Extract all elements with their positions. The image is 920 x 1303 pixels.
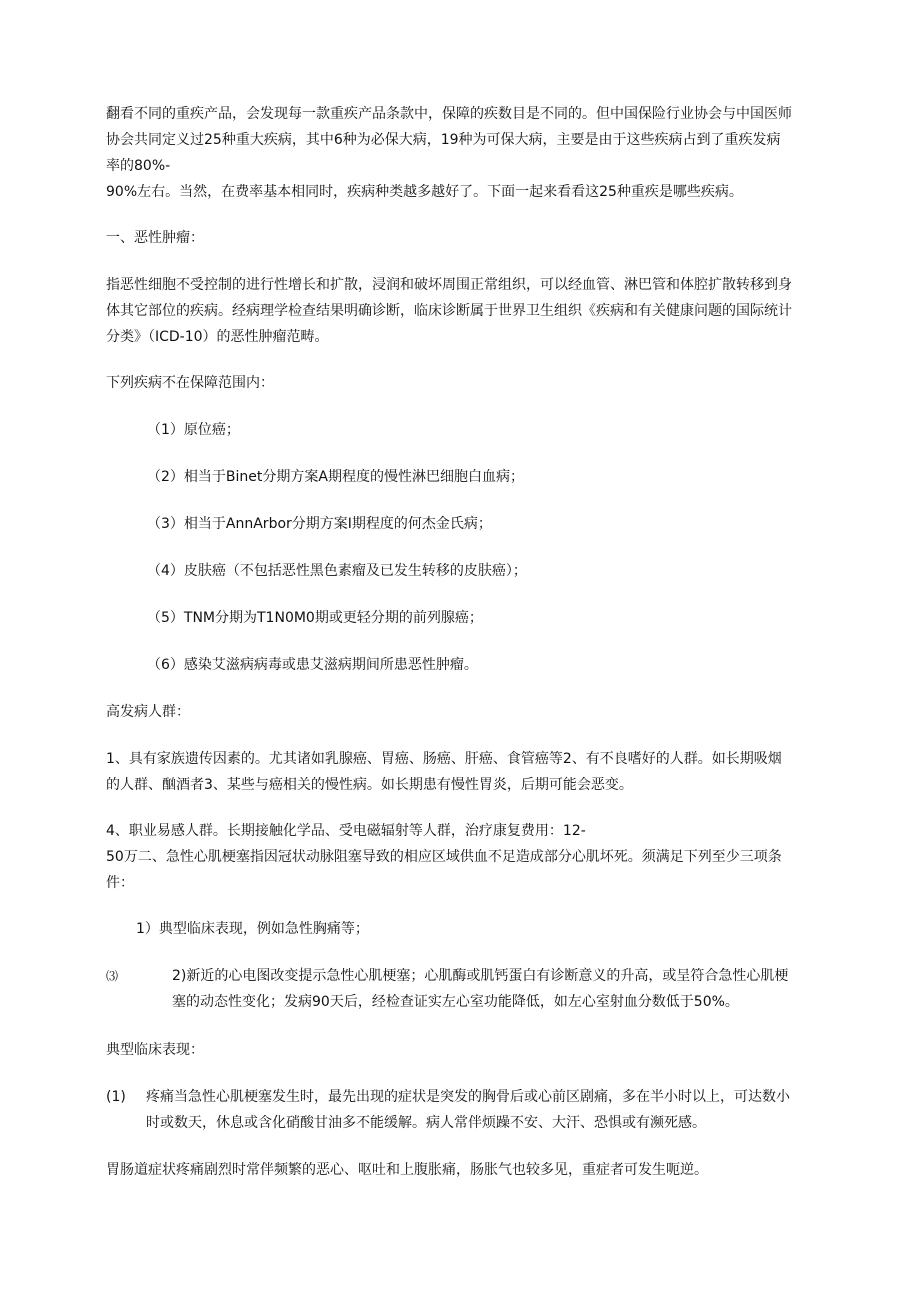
mi-condition-1: 1）典型临床表现，例如急性胸痛等； [136, 921, 369, 937]
exclusion-item: （3）相当于AnnArbor分期方案I期程度的何杰金氏病； [147, 516, 492, 532]
typical-symptom-body: 疼痛当急性心肌梗塞发生时，最先出现的症状是突发的胸骨后或心前区剧痛，多在半小时以上，可达数小时或数天，休息或含化硝酸甘油多不能缓解。病人常伴烦躁不安、大汗、恐惧或有濒死感。 [146, 1089, 790, 1131]
gi-symptom-paragraph: 胃肠道症状疼痛剧烈时常伴频繁的恶心、呕吐和上腹胀痛，肠胀气也较多见，重症者可发生呃逆。 [106, 1162, 708, 1178]
exclusion-item: （1）原位癌； [147, 422, 240, 438]
typical-symptom-pain [106, 1084, 794, 1136]
intro-paragraph-line2: 90%左右。当然，在费率基本相同时，疾病种类越多越好了。下面一起来看看这25种重疾是哪些疾病。 [106, 184, 743, 200]
high-risk-title: 高发病人群： [106, 704, 190, 720]
high-risk-paragraph-2-line1: 4、职业易感人群。长期接触化学品、受电磁辐射等人群，治疗康复费用：12- [106, 823, 586, 839]
typical-symptom-number: (1) [106, 1089, 126, 1105]
exclusion-item: （6）感染艾滋病病毒或患艾滋病期间所患恶性肿瘤。 [147, 657, 478, 673]
exclusions-title: 下列疾病不在保障范围内： [106, 375, 274, 391]
mi-condition-2-number: ⑶ [106, 969, 119, 983]
exclusion-item: （5）TNM分期为T1N0M0期或更轻分期的前列腺癌； [147, 610, 483, 626]
exclusion-item: （4）皮肤癌（不包括恶性黑色素瘤及已发生转移的皮肤癌）； [147, 563, 527, 579]
document-page [106, 101, 794, 1183]
intro-paragraph-line1: 翻看不同的重疾产品，会发现每一款重疾产品条款中，保障的疾数目是不同的。但中国保险行业协会与中国医师协会共同定义过25种重大疾病，其中6种为必保大病，19种为可保大病，主要是由于这些疾病占到了重疾发病率的80%- [106, 106, 792, 174]
tumor-definition: 指恶性细胞不受控制的进行性增长和扩散，浸润和破坏周围正常组织，可以经血管、淋巴管和体腔扩散转移到身体其它部位的疾病。经病理学检查结果明确诊断，临床诊断属于世界卫生组织《疾病和有关健康问题的国际统计分类》（ICD-10）的恶性肿瘤范畴。 [106, 277, 792, 345]
mi-condition-2-body: 2)新近的心电图改变提示急性心肌梗塞；心肌酶或肌钙蛋白有诊断意义的升高，或呈符合急性心肌梗塞的动态性变化；发病90天后，经检查证实左心室功能降低，如左心室射血分数低于50%。 [172, 968, 789, 1010]
section-heading-malignant-tumor: 一、恶性肿瘤： [106, 230, 204, 246]
mi-condition-2 [106, 963, 794, 1015]
high-risk-paragraph-1: 1、具有家族遗传因素的。尤其诸如乳腺癌、胃癌、肠癌、肝癌、食管癌等2、有不良嗜好的人群。如长期吸烟的人群、酗酒者3、某些与癌相关的慢性病。如长期患有慢性胃炎，后期可能会恶变。 [106, 751, 782, 793]
typical-symptoms-title: 典型临床表现： [106, 1042, 204, 1058]
exclusion-item: （2）相当于Binet分期方案A期程度的慢性淋巴细胞白血病； [147, 469, 524, 485]
high-risk-paragraph-2-line2: 50万二、急性心肌梗塞指因冠状动脉阻塞导致的相应区域供血不足造成部分心肌坏死。须满足下列至少三项条件： [106, 849, 782, 891]
